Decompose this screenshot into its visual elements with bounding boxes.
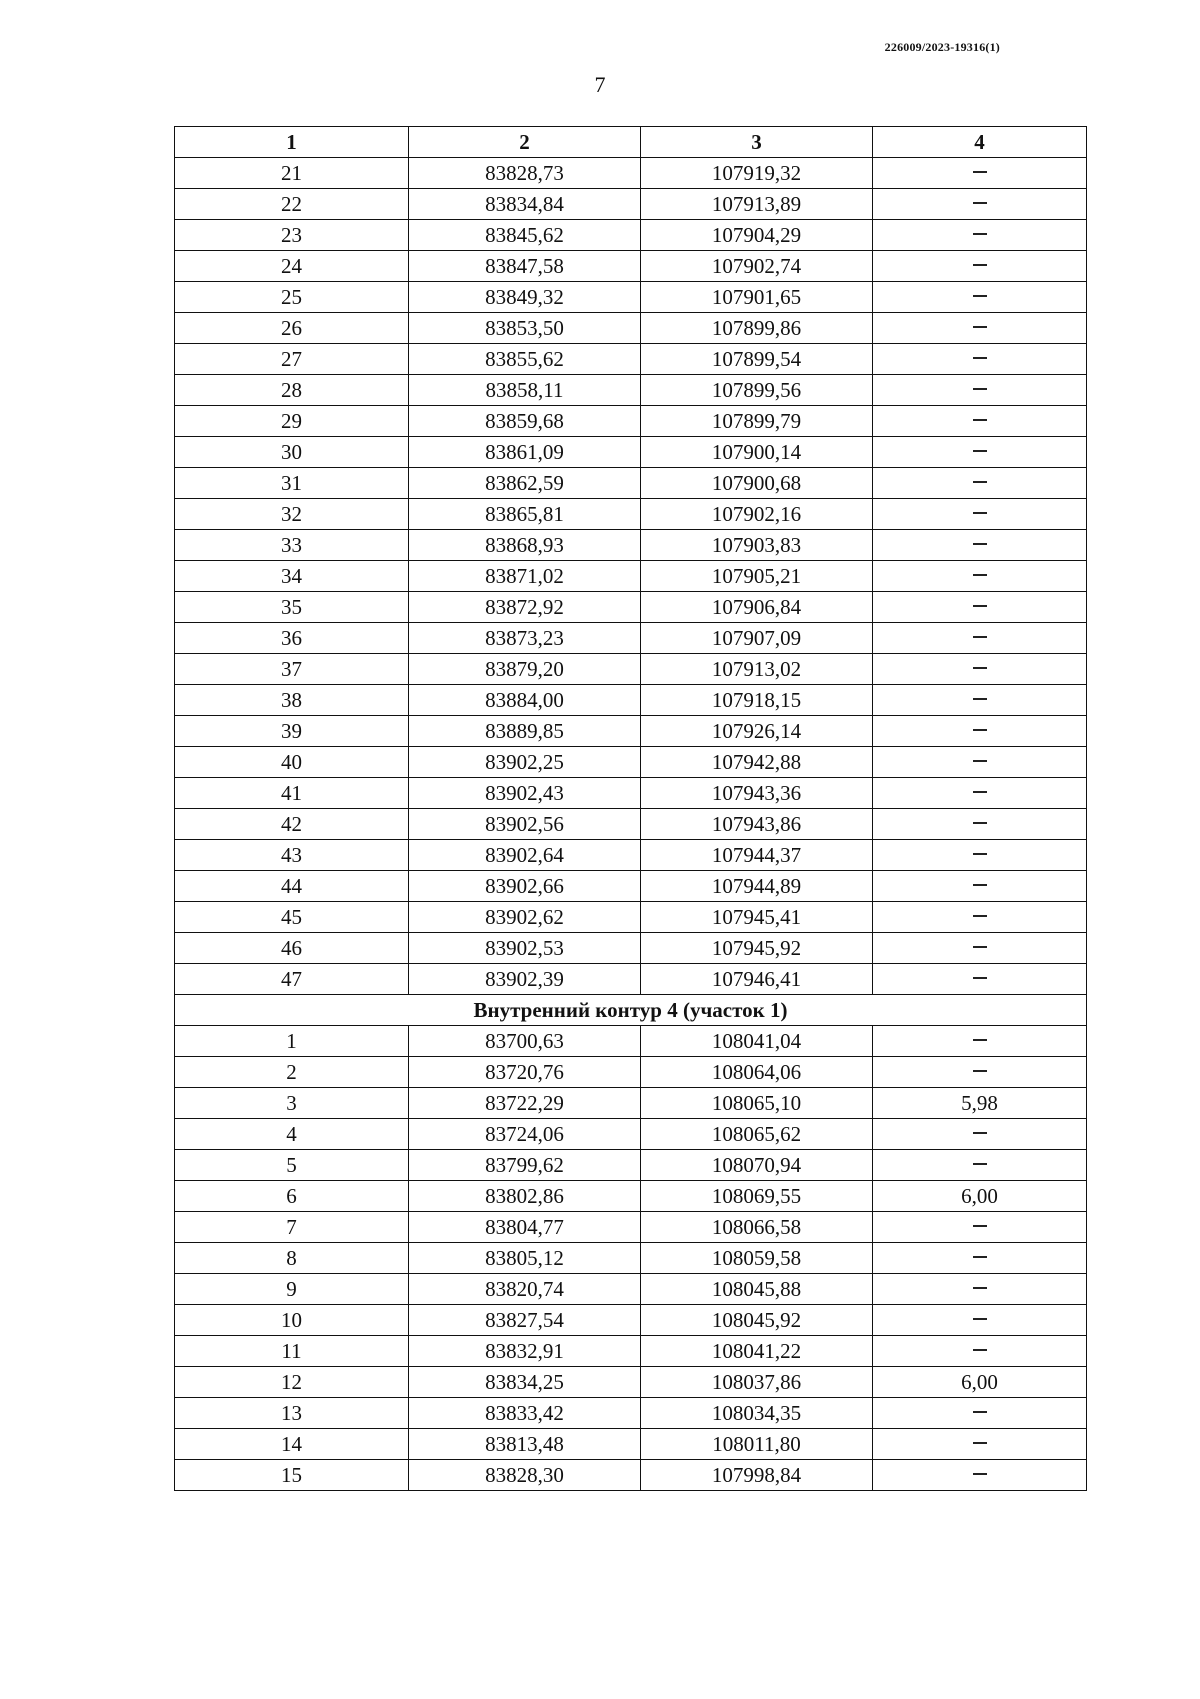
x-coordinate-cell: 83861,09 — [409, 437, 641, 468]
point-number-cell: 47 — [175, 964, 409, 995]
table-row — [175, 282, 1087, 313]
dash-mark — [973, 295, 987, 297]
section-row — [175, 995, 1087, 1026]
x-coordinate-cell: 83902,66 — [409, 871, 641, 902]
distance-cell — [873, 685, 1087, 716]
dash-mark — [973, 171, 987, 173]
point-number-cell: 9 — [175, 1274, 409, 1305]
y-coordinate-cell: 107901,65 — [641, 282, 873, 313]
x-coordinate-cell: 83872,92 — [409, 592, 641, 623]
x-coordinate-cell: 83832,91 — [409, 1336, 641, 1367]
dash-mark — [973, 822, 987, 824]
dash-mark — [973, 512, 987, 514]
table-row — [175, 561, 1087, 592]
y-coordinate-cell: 108045,92 — [641, 1305, 873, 1336]
distance-cell — [873, 499, 1087, 530]
column-header-4: 4 — [873, 127, 1087, 158]
x-coordinate-cell: 83805,12 — [409, 1243, 641, 1274]
distance-cell — [873, 1119, 1087, 1150]
y-coordinate-cell: 107900,14 — [641, 437, 873, 468]
dash-mark — [973, 388, 987, 390]
distance-cell — [873, 220, 1087, 251]
dash-mark — [973, 1256, 987, 1258]
y-coordinate-cell: 107945,41 — [641, 902, 873, 933]
y-coordinate-cell: 107913,89 — [641, 189, 873, 220]
dash-mark — [973, 946, 987, 948]
y-coordinate-cell: 107944,89 — [641, 871, 873, 902]
distance-cell — [873, 1057, 1087, 1088]
table-row — [175, 902, 1087, 933]
dash-mark — [973, 1225, 987, 1227]
y-coordinate-cell: 107926,14 — [641, 716, 873, 747]
distance-cell — [873, 1429, 1087, 1460]
point-number-cell: 5 — [175, 1150, 409, 1181]
x-coordinate-cell: 83847,58 — [409, 251, 641, 282]
table-row — [175, 1119, 1087, 1150]
table-header-row — [175, 127, 1087, 158]
distance-cell — [873, 1274, 1087, 1305]
dash-mark — [973, 202, 987, 204]
x-coordinate-cell: 83902,39 — [409, 964, 641, 995]
document-reference: 226009/2023-19316(1) — [884, 40, 1000, 54]
y-coordinate-cell: 107899,54 — [641, 344, 873, 375]
table-row — [175, 1026, 1087, 1057]
x-coordinate-cell: 83879,20 — [409, 654, 641, 685]
table-row — [175, 220, 1087, 251]
table-body-top — [175, 158, 1087, 995]
point-number-cell: 3 — [175, 1088, 409, 1119]
dash-mark — [973, 264, 987, 266]
table-row — [175, 437, 1087, 468]
dash-mark — [973, 1163, 987, 1165]
y-coordinate-cell: 107904,29 — [641, 220, 873, 251]
y-coordinate-cell: 107944,37 — [641, 840, 873, 871]
column-header-3: 3 — [641, 127, 873, 158]
point-number-cell: 24 — [175, 251, 409, 282]
table-row — [175, 251, 1087, 282]
distance-cell — [873, 561, 1087, 592]
dash-mark — [973, 1132, 987, 1134]
dash-mark — [973, 233, 987, 235]
distance-cell — [873, 1150, 1087, 1181]
distance-cell — [873, 778, 1087, 809]
point-number-cell: 14 — [175, 1429, 409, 1460]
dash-mark — [973, 729, 987, 731]
table-row — [175, 933, 1087, 964]
table-row — [175, 1305, 1087, 1336]
x-coordinate-cell: 83902,62 — [409, 902, 641, 933]
point-number-cell: 39 — [175, 716, 409, 747]
dash-mark — [973, 977, 987, 979]
distance-cell — [873, 344, 1087, 375]
distance-cell: 6,00 — [873, 1181, 1087, 1212]
distance-cell — [873, 964, 1087, 995]
distance-cell — [873, 437, 1087, 468]
dash-mark — [973, 1318, 987, 1320]
distance-cell — [873, 592, 1087, 623]
point-number-cell: 4 — [175, 1119, 409, 1150]
table-row — [175, 1367, 1087, 1398]
point-number-cell: 26 — [175, 313, 409, 344]
table-row — [175, 1088, 1087, 1119]
x-coordinate-cell: 83700,63 — [409, 1026, 641, 1057]
dash-mark — [973, 605, 987, 607]
table-row — [175, 1429, 1087, 1460]
y-coordinate-cell: 108070,94 — [641, 1150, 873, 1181]
x-coordinate-cell: 83722,29 — [409, 1088, 641, 1119]
point-number-cell: 10 — [175, 1305, 409, 1336]
table-row — [175, 1243, 1087, 1274]
x-coordinate-cell: 83845,62 — [409, 220, 641, 251]
dash-mark — [973, 1473, 987, 1475]
dash-mark — [973, 760, 987, 762]
table-row — [175, 654, 1087, 685]
y-coordinate-cell: 108059,58 — [641, 1243, 873, 1274]
x-coordinate-cell: 83902,43 — [409, 778, 641, 809]
table-row — [175, 406, 1087, 437]
distance-cell — [873, 1460, 1087, 1491]
point-number-cell: 37 — [175, 654, 409, 685]
point-number-cell: 34 — [175, 561, 409, 592]
dash-mark — [973, 915, 987, 917]
y-coordinate-cell: 108034,35 — [641, 1398, 873, 1429]
y-coordinate-cell: 107899,86 — [641, 313, 873, 344]
dash-mark — [973, 1287, 987, 1289]
x-coordinate-cell: 83799,62 — [409, 1150, 641, 1181]
y-coordinate-cell: 108065,62 — [641, 1119, 873, 1150]
x-coordinate-cell: 83902,25 — [409, 747, 641, 778]
point-number-cell: 13 — [175, 1398, 409, 1429]
y-coordinate-cell: 107945,92 — [641, 933, 873, 964]
y-coordinate-cell: 107905,21 — [641, 561, 873, 592]
point-number-cell: 42 — [175, 809, 409, 840]
y-coordinate-cell: 107907,09 — [641, 623, 873, 654]
x-coordinate-cell: 83833,42 — [409, 1398, 641, 1429]
distance-cell — [873, 1305, 1087, 1336]
distance-cell — [873, 933, 1087, 964]
point-number-cell: 8 — [175, 1243, 409, 1274]
distance-cell — [873, 189, 1087, 220]
y-coordinate-cell: 107899,79 — [641, 406, 873, 437]
x-coordinate-cell: 83902,64 — [409, 840, 641, 871]
point-number-cell: 41 — [175, 778, 409, 809]
dash-mark — [973, 698, 987, 700]
distance-cell — [873, 282, 1087, 313]
y-coordinate-cell: 108037,86 — [641, 1367, 873, 1398]
table-row — [175, 375, 1087, 406]
column-header-2: 2 — [409, 127, 641, 158]
distance-cell — [873, 871, 1087, 902]
distance-cell: 6,00 — [873, 1367, 1087, 1398]
table-row — [175, 623, 1087, 654]
table-row — [175, 1398, 1087, 1429]
x-coordinate-cell: 83828,73 — [409, 158, 641, 189]
distance-cell — [873, 1026, 1087, 1057]
point-number-cell: 21 — [175, 158, 409, 189]
y-coordinate-cell: 108066,58 — [641, 1212, 873, 1243]
x-coordinate-cell: 83858,11 — [409, 375, 641, 406]
point-number-cell: 32 — [175, 499, 409, 530]
dash-mark — [973, 1070, 987, 1072]
y-coordinate-cell: 107899,56 — [641, 375, 873, 406]
x-coordinate-cell: 83720,76 — [409, 1057, 641, 1088]
distance-cell — [873, 623, 1087, 654]
dash-mark — [973, 326, 987, 328]
y-coordinate-cell: 107913,02 — [641, 654, 873, 685]
distance-cell — [873, 1243, 1087, 1274]
point-number-cell: 25 — [175, 282, 409, 313]
table-row — [175, 313, 1087, 344]
y-coordinate-cell: 108064,06 — [641, 1057, 873, 1088]
distance-cell — [873, 406, 1087, 437]
table-row — [175, 468, 1087, 499]
y-coordinate-cell: 107943,36 — [641, 778, 873, 809]
distance-cell — [873, 1336, 1087, 1367]
point-number-cell: 35 — [175, 592, 409, 623]
point-number-cell: 12 — [175, 1367, 409, 1398]
point-number-cell: 33 — [175, 530, 409, 561]
point-number-cell: 1 — [175, 1026, 409, 1057]
x-coordinate-cell: 83873,23 — [409, 623, 641, 654]
x-coordinate-cell: 83813,48 — [409, 1429, 641, 1460]
y-coordinate-cell: 107919,32 — [641, 158, 873, 189]
dash-mark — [973, 636, 987, 638]
point-number-cell: 40 — [175, 747, 409, 778]
table-row — [175, 158, 1087, 189]
dash-mark — [973, 481, 987, 483]
point-number-cell: 28 — [175, 375, 409, 406]
y-coordinate-cell: 107903,83 — [641, 530, 873, 561]
table-row — [175, 809, 1087, 840]
x-coordinate-cell: 83889,85 — [409, 716, 641, 747]
y-coordinate-cell: 108011,80 — [641, 1429, 873, 1460]
x-coordinate-cell: 83862,59 — [409, 468, 641, 499]
point-number-cell: 29 — [175, 406, 409, 437]
point-number-cell: 45 — [175, 902, 409, 933]
table-row — [175, 716, 1087, 747]
x-coordinate-cell: 83865,81 — [409, 499, 641, 530]
y-coordinate-cell: 107942,88 — [641, 747, 873, 778]
column-header-1: 1 — [175, 127, 409, 158]
point-number-cell: 38 — [175, 685, 409, 716]
distance-cell — [873, 902, 1087, 933]
dash-mark — [973, 884, 987, 886]
x-coordinate-cell: 83855,62 — [409, 344, 641, 375]
x-coordinate-cell: 83871,02 — [409, 561, 641, 592]
point-number-cell: 7 — [175, 1212, 409, 1243]
table-section — [175, 995, 1087, 1026]
y-coordinate-cell: 107900,68 — [641, 468, 873, 499]
x-coordinate-cell: 83902,53 — [409, 933, 641, 964]
table-row — [175, 592, 1087, 623]
point-number-cell: 27 — [175, 344, 409, 375]
x-coordinate-cell: 83834,84 — [409, 189, 641, 220]
table-row — [175, 530, 1087, 561]
point-number-cell: 23 — [175, 220, 409, 251]
point-number-cell: 22 — [175, 189, 409, 220]
table-body-bottom — [175, 1026, 1087, 1491]
x-coordinate-cell: 83884,00 — [409, 685, 641, 716]
point-number-cell: 6 — [175, 1181, 409, 1212]
y-coordinate-cell: 107902,16 — [641, 499, 873, 530]
y-coordinate-cell: 108041,22 — [641, 1336, 873, 1367]
table-row — [175, 964, 1087, 995]
y-coordinate-cell: 107943,86 — [641, 809, 873, 840]
coordinates-table — [174, 126, 1087, 1491]
distance-cell — [873, 313, 1087, 344]
x-coordinate-cell: 83902,56 — [409, 809, 641, 840]
distance-cell — [873, 1212, 1087, 1243]
table-row — [175, 840, 1087, 871]
x-coordinate-cell: 83804,77 — [409, 1212, 641, 1243]
dash-mark — [973, 543, 987, 545]
point-number-cell: 30 — [175, 437, 409, 468]
point-number-cell: 11 — [175, 1336, 409, 1367]
table-row — [175, 1460, 1087, 1491]
dash-mark — [973, 1349, 987, 1351]
distance-cell — [873, 468, 1087, 499]
distance-cell — [873, 809, 1087, 840]
table-row — [175, 344, 1087, 375]
distance-cell — [873, 747, 1087, 778]
dash-mark — [973, 853, 987, 855]
table-row — [175, 747, 1087, 778]
point-number-cell: 43 — [175, 840, 409, 871]
table-row — [175, 1057, 1087, 1088]
y-coordinate-cell: 107946,41 — [641, 964, 873, 995]
y-coordinate-cell: 108069,55 — [641, 1181, 873, 1212]
point-number-cell: 44 — [175, 871, 409, 902]
x-coordinate-cell: 83827,54 — [409, 1305, 641, 1336]
y-coordinate-cell: 107918,15 — [641, 685, 873, 716]
point-number-cell: 31 — [175, 468, 409, 499]
y-coordinate-cell: 108065,10 — [641, 1088, 873, 1119]
distance-cell — [873, 1398, 1087, 1429]
distance-cell: 5,98 — [873, 1088, 1087, 1119]
distance-cell — [873, 158, 1087, 189]
x-coordinate-cell: 83834,25 — [409, 1367, 641, 1398]
x-coordinate-cell: 83853,50 — [409, 313, 641, 344]
dash-mark — [973, 791, 987, 793]
x-coordinate-cell: 83802,86 — [409, 1181, 641, 1212]
distance-cell — [873, 251, 1087, 282]
table-row — [175, 499, 1087, 530]
x-coordinate-cell: 83724,06 — [409, 1119, 641, 1150]
table-row — [175, 1336, 1087, 1367]
distance-cell — [873, 840, 1087, 871]
y-coordinate-cell: 108045,88 — [641, 1274, 873, 1305]
table-row — [175, 871, 1087, 902]
y-coordinate-cell: 108041,04 — [641, 1026, 873, 1057]
x-coordinate-cell: 83849,32 — [409, 282, 641, 313]
point-number-cell: 15 — [175, 1460, 409, 1491]
table-row — [175, 1212, 1087, 1243]
dash-mark — [973, 450, 987, 452]
table-row — [175, 778, 1087, 809]
dash-mark — [973, 1039, 987, 1041]
point-number-cell: 46 — [175, 933, 409, 964]
dash-mark — [973, 1442, 987, 1444]
distance-cell — [873, 654, 1087, 685]
dash-mark — [973, 419, 987, 421]
dash-mark — [973, 1411, 987, 1413]
table-row — [175, 1150, 1087, 1181]
page-number: 7 — [594, 72, 606, 97]
table-row — [175, 685, 1087, 716]
distance-cell — [873, 530, 1087, 561]
table-row — [175, 1181, 1087, 1212]
dash-mark — [973, 667, 987, 669]
distance-cell — [873, 375, 1087, 406]
x-coordinate-cell: 83828,30 — [409, 1460, 641, 1491]
distance-cell — [873, 716, 1087, 747]
section-title: Внутренний контур 4 (участок 1) — [175, 995, 1087, 1026]
y-coordinate-cell: 107906,84 — [641, 592, 873, 623]
table-row — [175, 1274, 1087, 1305]
x-coordinate-cell: 83868,93 — [409, 530, 641, 561]
x-coordinate-cell: 83859,68 — [409, 406, 641, 437]
point-number-cell: 36 — [175, 623, 409, 654]
dash-mark — [973, 574, 987, 576]
table-row — [175, 189, 1087, 220]
x-coordinate-cell: 83820,74 — [409, 1274, 641, 1305]
y-coordinate-cell: 107998,84 — [641, 1460, 873, 1491]
point-number-cell: 2 — [175, 1057, 409, 1088]
dash-mark — [973, 357, 987, 359]
y-coordinate-cell: 107902,74 — [641, 251, 873, 282]
